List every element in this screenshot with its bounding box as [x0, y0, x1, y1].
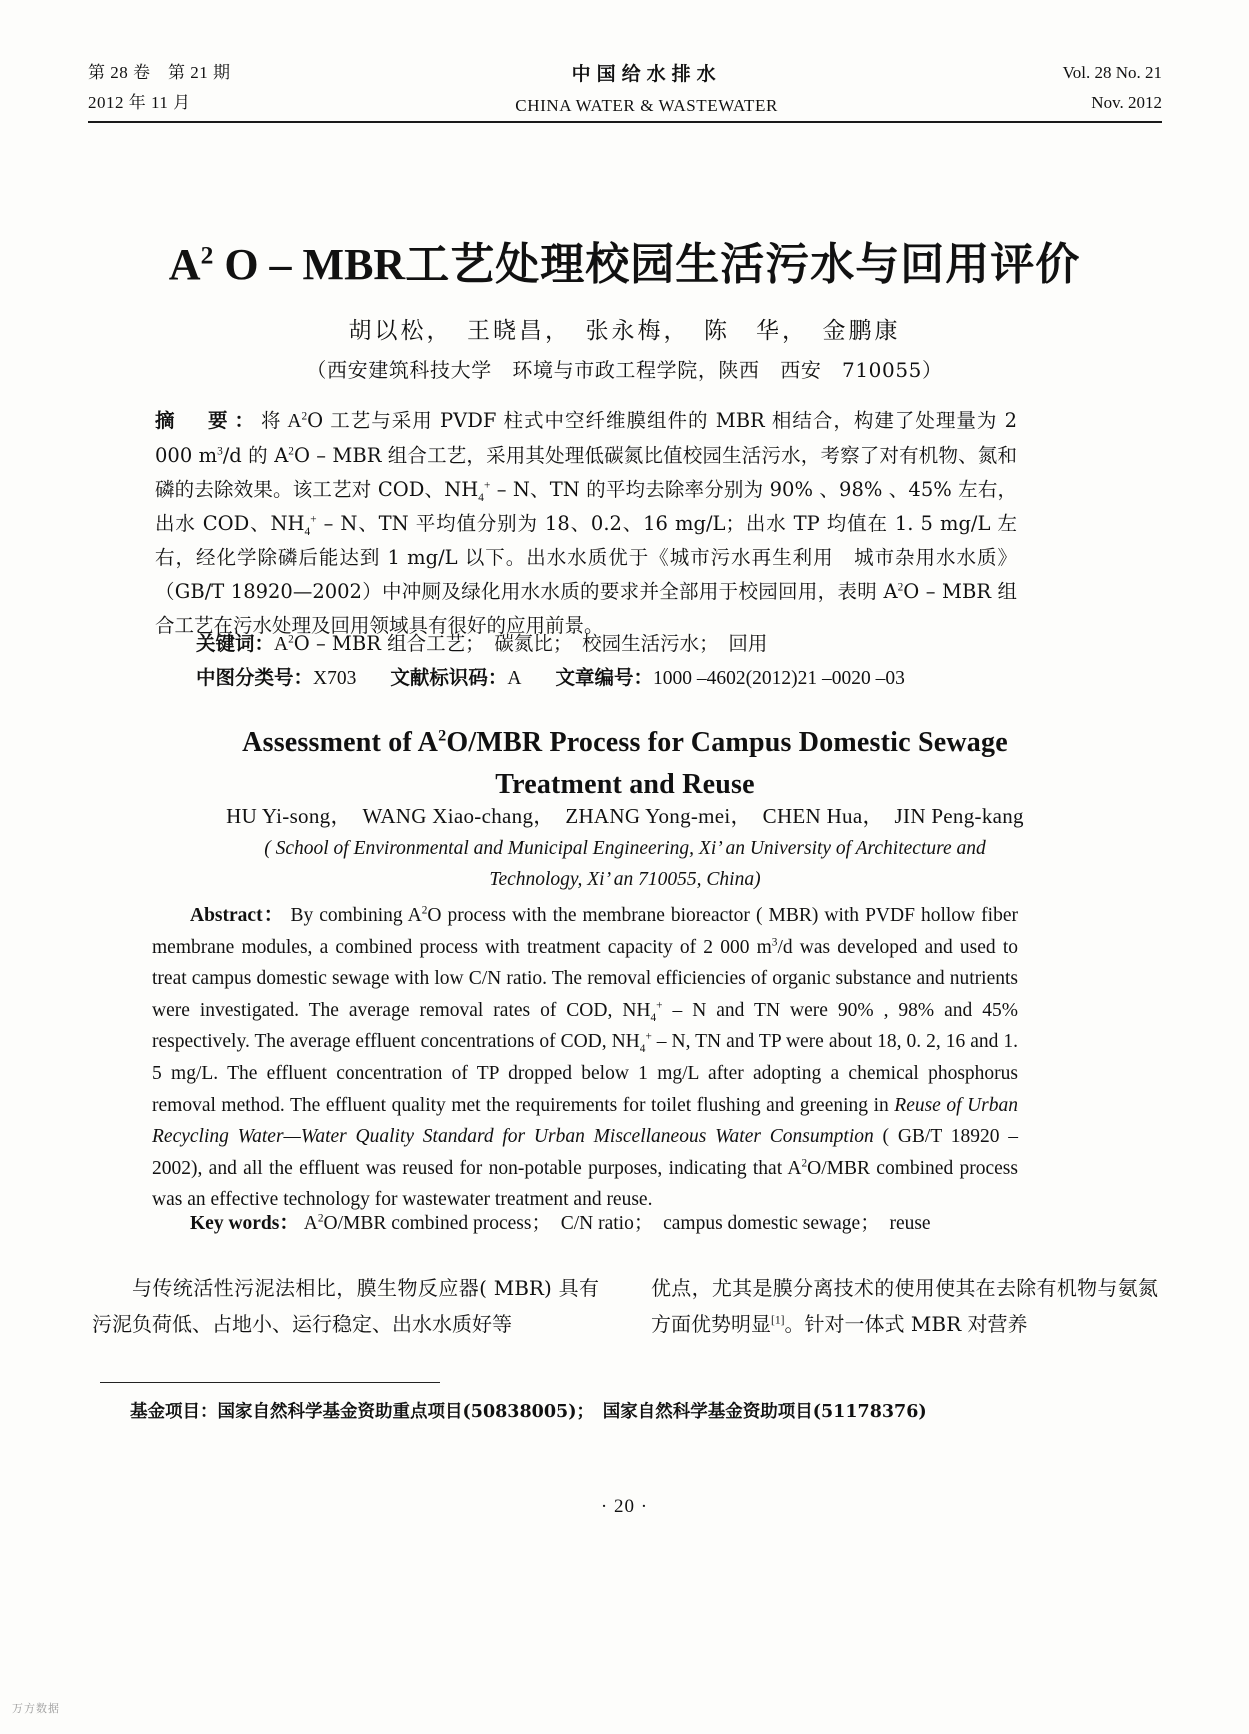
abstract-cn-seg7: O – MBR 组合工艺在污水处理及回用领域具有很好的应用前景。	[155, 580, 1018, 637]
database-watermark: 万方数据	[12, 1702, 60, 1715]
abstract-en-nh4-sup-b: +	[645, 1030, 652, 1043]
keywords-cn-sup: 2	[288, 633, 294, 646]
abstract-cn-seg2: O 工艺与采用 PVDF 柱式中空纤维膜组件的 MBR 相结合，构建了处理量为 2 000 m	[155, 409, 1017, 467]
running-head-left	[88, 58, 231, 118]
abstract-en-sup3: 2	[801, 1157, 808, 1170]
abstract-en-nh4-sup-a: +	[656, 999, 663, 1012]
issue-date-cn: 2012 年 11 月	[88, 92, 191, 112]
body-columns	[92, 1270, 1158, 1342]
abstract-cn-sup4: 2	[897, 581, 904, 594]
title-cn-superscript: 2	[200, 240, 214, 270]
keywords-en-a: A	[303, 1213, 318, 1234]
title-cn-main: 工艺处理校园生活污水与回用评价	[405, 239, 1081, 290]
title-en-line1-post: O/MBR Process for Campus Domestic Sewage	[446, 727, 1008, 758]
keywords-cn	[196, 627, 1026, 661]
abstract-cn-seg1: 将 A	[261, 411, 302, 432]
footnote	[130, 1398, 1070, 1426]
title-cn-omnr: O – MBR	[213, 240, 406, 289]
article-title-cn	[0, 228, 1249, 292]
clc-label: 中图分类号：	[196, 666, 314, 689]
title-en-line2: Treatment and Reuse	[495, 769, 755, 800]
authors-en: HU Yi-song， WANG Xiao-chang， ZHANG Yong-mei， CHEN Hua， JIN Peng-kang	[226, 804, 1024, 828]
abstract-en-nh4-sub-a: 4	[650, 1011, 657, 1024]
abstract-en-seg7: O/MBR combined process was an effective technology for wastewater treatment and reuse.	[152, 1157, 1018, 1211]
abstract-en-seg3: /d was developed and used to treat campus domestic sewage with low C/N ratio. The removal efficiencies of organic substance and nutrients were investigated. The average removal rates of COD, NH	[152, 936, 1018, 1021]
abstract-cn-label: 摘 要：	[155, 409, 261, 432]
abstract-en-seg5: – N, TN and TP were about 18, 0. 2, 16 and 1. 5 mg/L. The effluent concentration of TP dropped below 1 mg/L after adopting a chemical phosphorus removal method. The effluent quality met the requirements for toilet flushing and greening in	[152, 1031, 1018, 1116]
footnote-rule	[100, 1382, 440, 1383]
affiliation-en-line1: ( School of Environmental and Municipal Engineering, Xi’ an University of Architecture and	[264, 838, 986, 859]
affiliation-cn: （西安建筑科技大学 环境与市政工程学院，陕西 西安 710055）	[306, 358, 943, 382]
reference-marker: [1]	[771, 1313, 785, 1327]
title-en-superscript: 2	[438, 726, 447, 745]
journal-title-cn: 中国给水排水	[571, 63, 722, 85]
abstract-cn-seg6: – N、TN 平均值分别为 18、0.2、16 mg/L；出水 TP 均值在 1. 5 mg/L 左右，经化学除磷后能达到 1 mg/L 以下。出水水质优于《城市污水再生利用 城市杂用水水质》（GB/T 18920—2002）中冲厕及绿化用水水质的要求并全部用于校园回用，表明 A	[155, 512, 1017, 603]
header-rule	[88, 121, 1162, 123]
body-column-left	[92, 1270, 599, 1342]
title-cn-a: A	[168, 240, 201, 289]
title-en-line1-pre: Assessment of A	[242, 727, 439, 758]
classification-line	[196, 661, 1026, 695]
page-number: · 20 ·	[600, 1496, 649, 1517]
body-paragraph-right	[651, 1270, 1158, 1342]
abstract-en-seg4: – N and TN were 90% , 98% and 45% respectively. The average effluent concentrations of COD, NH	[152, 999, 1018, 1053]
body-paragraph-left: 与传统活性污泥法相比，膜生物反应器( MBR) 具有污泥负荷低、占地小、运行稳定、出水水质好等	[92, 1276, 599, 1336]
issue-date-en: Nov. 2012	[1091, 92, 1162, 112]
abstract-cn-nh4-sub-a: 4	[478, 491, 484, 504]
abstract-en-nh4-sub-b: 4	[639, 1043, 646, 1056]
volume-issue-en: Vol. 28 No. 21	[1062, 63, 1162, 82]
abstract-en-label: Abstract：	[190, 905, 285, 926]
abstract-en-sup1: 2	[421, 904, 428, 917]
doc-code-value: A	[507, 668, 522, 689]
abstract-cn-nh4-sup-b: +	[310, 513, 317, 526]
running-head	[88, 58, 1162, 121]
keywords-cn-label: 关键词：	[196, 632, 275, 655]
keywords-en-sup: 2	[317, 1212, 324, 1225]
abstract-en-standard-title: Reuse of Urban Recycling Water—Water Quality Standard for Urban Miscellaneous Water Consumption	[152, 1094, 1018, 1148]
body-column-right	[651, 1270, 1158, 1342]
abstract-cn-nh4-sup-a: +	[483, 479, 491, 492]
abstract-cn-sup2: 3	[217, 445, 223, 458]
body-right-seg2: 。针对一体式 MBR 对营养	[784, 1312, 1028, 1336]
authors-cn: 胡以松， 王晓昌， 张永梅， 陈 华， 金鹏康	[348, 318, 901, 344]
body-right-seg1: 优点，尤其是膜分离技术的使用使其在去除有机物与氨氮方面优势明显	[651, 1276, 1158, 1336]
volume-issue-cn: 第 28 卷 第 21 期	[88, 63, 231, 82]
keywords-en-value: O/MBR combined process； C/N ratio； campus domestic sewage； reuse	[323, 1213, 931, 1234]
article-id-label: 文章编号：	[555, 666, 653, 689]
abstract-cn	[155, 404, 1017, 643]
abstract-cn-sup3: 2	[288, 445, 294, 458]
affiliation-en	[150, 833, 1100, 895]
footnote-text: 国家自然科学基金资助重点项目(50838005)； 国家自然科学基金资助项目(51178376)	[217, 1402, 927, 1422]
article-title-en	[120, 722, 1130, 806]
abstract-cn-seg4: O – MBR 组合工艺，采用其处理低碳氮比值校园生活污水，考察了对有机物、氮和磷的去除效果。该工艺对 COD、NH	[155, 444, 1017, 501]
abstract-en-seg1: By combining A	[290, 905, 422, 926]
abstract-en	[152, 900, 1018, 1216]
article-id-value: 1000 –4602(2012)21 –0020 –03	[652, 668, 905, 689]
keywords-cn-value: O – MBR 组合工艺； 碳氮比； 校园生活污水； 回用	[293, 632, 768, 655]
clc-value: X703	[313, 668, 357, 689]
keywords-en-label: Key words：	[190, 1213, 299, 1234]
abstract-cn-seg5: – N、TN 的平均去除率分别为 90% 、98% 、45% 左右，出水 COD、NH	[155, 478, 1017, 535]
footnote-label: 基金项目：	[130, 1402, 218, 1422]
journal-title-en: CHINA WATER & WASTEWATER	[515, 96, 778, 116]
keywords-cn-a: A	[274, 634, 289, 655]
running-head-right	[1063, 58, 1162, 118]
doc-code-label: 文献标识码：	[390, 666, 508, 689]
abstract-en-seg6: ( GB/T 18920 – 2002), and all the effluent was reused for non-potable purposes, indicating that A	[152, 1126, 1019, 1179]
running-head-center	[515, 58, 778, 121]
abstract-en-sup2: 3	[771, 936, 778, 949]
abstract-cn-seg3: /d 的 A	[222, 444, 289, 467]
abstract-cn-nh4-sub-b: 4	[304, 525, 311, 538]
abstract-en-seg2: O process with the membrane bioreactor ( MBR) with PVDF hollow fiber membrane modules, a combined process with treatment capacity of 2 000 m	[152, 905, 1018, 958]
keywords-en	[152, 1208, 1018, 1240]
affiliation-en-line2: Technology, Xi’ an 710055, China)	[489, 869, 761, 890]
abstract-cn-sup1: 2	[301, 410, 308, 423]
